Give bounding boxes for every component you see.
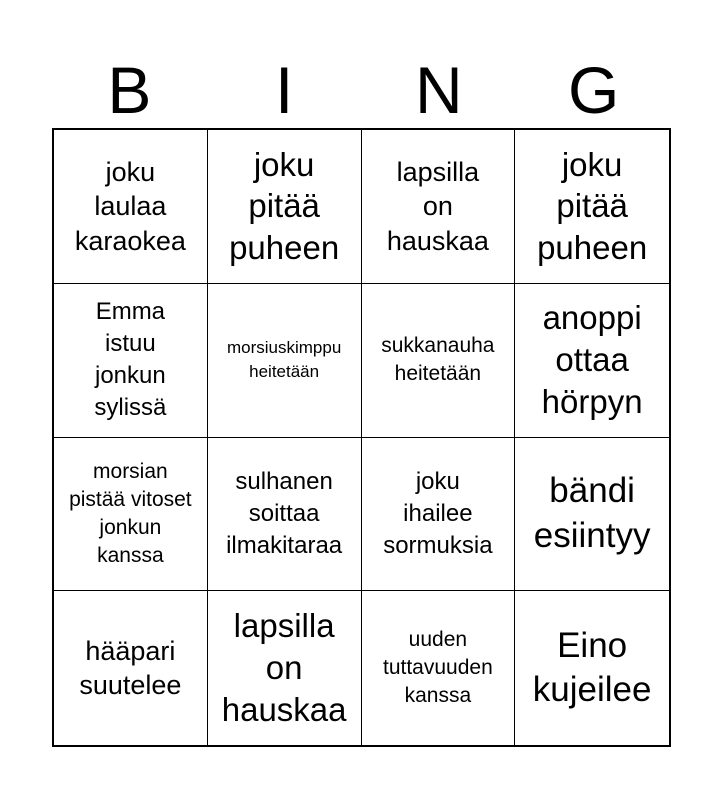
cell-text: hääpari suutelee	[79, 635, 182, 701]
bingo-cell-r2c4[interactable]	[515, 284, 669, 438]
bingo-header	[52, 52, 671, 128]
bingo-cell-r1c1[interactable]	[54, 130, 208, 284]
bingo-cell-r1c3[interactable]	[362, 130, 516, 284]
cell-text: sukkanauha heitetään	[381, 334, 495, 386]
bingo-cell-r4c2[interactable]	[208, 591, 362, 745]
bingo-cell-r3c1[interactable]	[54, 438, 208, 592]
cell-text: lapsilla on hauskaa	[221, 607, 347, 729]
bingo-cell-r4c3[interactable]	[362, 591, 516, 745]
header-letter-n: N	[415, 53, 463, 127]
bingo-cell-r4c4[interactable]	[515, 591, 669, 745]
cell-text: joku laulaa karaokea	[74, 156, 186, 256]
cell-text: Emma istuu jonkun sylissä	[94, 297, 167, 422]
bingo-cell-r2c1[interactable]	[54, 284, 208, 438]
cell-text: joku pitää puheen	[537, 145, 648, 267]
cell-text: morsian pistää vitoset jonkun kanssa	[69, 459, 192, 567]
header-letter-g: G	[567, 53, 620, 127]
cell-text: Eino kujeilee	[532, 625, 652, 710]
bingo-cell-r2c2[interactable]	[208, 284, 362, 438]
cell-text: bändi esiintyy	[533, 471, 651, 555]
cell-text: morsiuskimppu heitetään	[226, 338, 342, 382]
cell-text: joku ihailee sormuksia	[383, 467, 493, 559]
bingo-cell-r3c2[interactable]	[208, 438, 362, 592]
cell-text: joku pitää puheen	[229, 145, 340, 267]
cell-text: lapsilla on hauskaa	[386, 156, 489, 256]
cell-text: anoppi ottaa hörpyn	[541, 299, 643, 421]
bingo-cell-r1c4[interactable]	[515, 130, 669, 284]
cell-text: uuden tuttavuuden kanssa	[382, 627, 493, 708]
bingo-cell-r3c4[interactable]	[515, 438, 669, 592]
cell-text: sulhanen soittaa ilmakitaraa	[226, 467, 343, 559]
bingo-cell-r2c3[interactable]	[362, 284, 516, 438]
bingo-board	[52, 128, 671, 747]
bingo-cell-r1c2[interactable]	[208, 130, 362, 284]
header-letter-i: I	[274, 53, 294, 127]
bingo-cell-r4c1[interactable]	[54, 591, 208, 745]
header-letter-b: B	[107, 53, 152, 127]
bingo-cell-r3c3[interactable]	[362, 438, 516, 592]
